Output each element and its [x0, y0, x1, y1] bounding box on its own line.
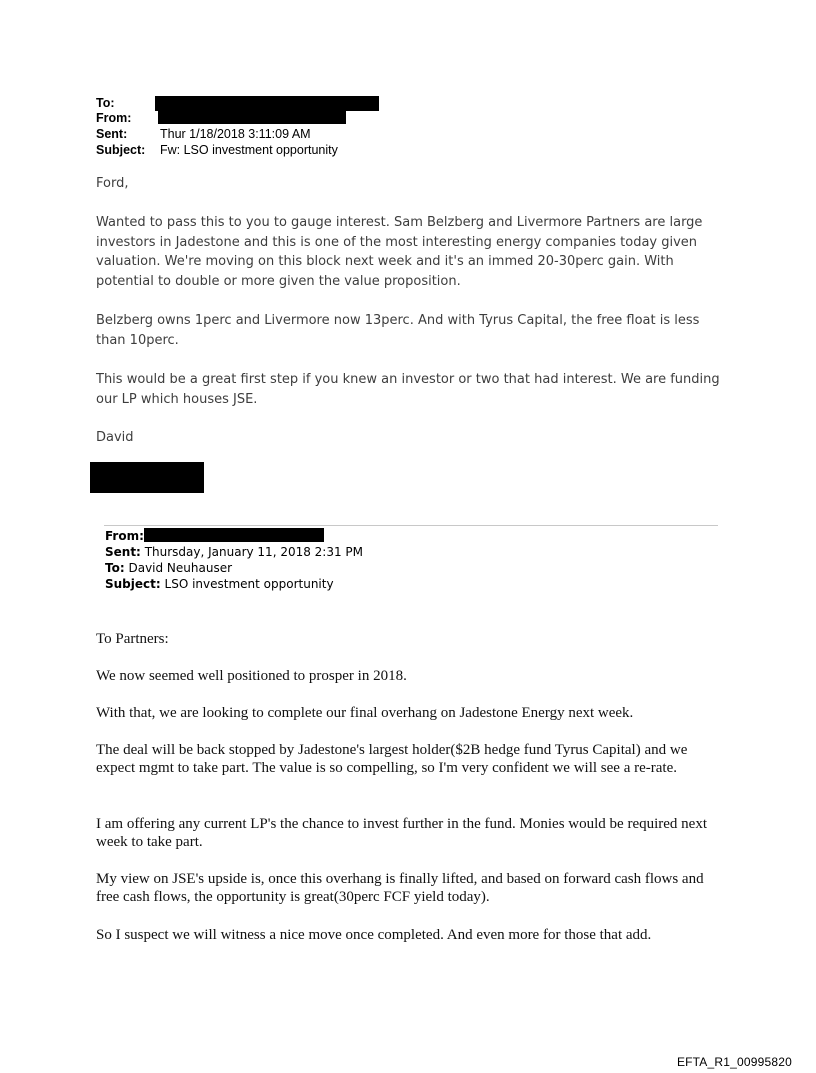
original-paragraph: With that, we are looking to complete our final overhang on Jadestone Energy next week.: [96, 705, 634, 721]
quoted-from-line: [105, 528, 144, 544]
quoted-subject-line: [105, 576, 334, 592]
redaction-signature: [90, 462, 204, 493]
quoted-sent-label: Sent:: [105, 545, 141, 559]
sent-value: Thur 1/18/2018 3:11:09 AM: [160, 127, 311, 141]
quoted-to-label: To:: [105, 561, 125, 575]
forward-greeting: Ford,: [96, 176, 129, 191]
from-label: From:: [96, 111, 132, 125]
forward-signature: David: [96, 430, 134, 445]
quoted-subject-label: Subject:: [105, 577, 161, 591]
document-id: EFTA_R1_00995820: [676, 1055, 792, 1069]
original-paragraph: I am offering any current LP's the chance to invest further in the fund. Monies would be required next week to take part.: [96, 816, 707, 850]
subject-value: Fw: LSO investment opportunity: [160, 143, 338, 157]
original-paragraph: We now seemed well positioned to prosper in 2018.: [96, 668, 407, 684]
redaction-from: [158, 111, 346, 124]
original-salutation: To Partners:: [96, 631, 169, 647]
quoted-sent-line: [105, 544, 363, 560]
redaction-quoted-from: [144, 528, 324, 542]
redaction-to: [155, 96, 379, 111]
forward-paragraph: This would be a great first step if you knew an investor or two that had interest. We are funding our LP which houses JSE.: [96, 372, 720, 407]
to-label: To:: [96, 96, 115, 110]
subject-label: Subject:: [96, 143, 146, 157]
forward-paragraph: Belzberg owns 1perc and Livermore now 13perc. And with Tyrus Capital, the free float is less than 10perc.: [96, 313, 700, 348]
quoted-sent-value: Thursday, January 11, 2018 2:31 PM: [144, 545, 364, 559]
original-paragraph: My view on JSE's upside is, once this overhang is finally lifted, and based on forward cash flows and free cash flows, the opportunity is great(30perc FCF yield today).: [96, 871, 704, 905]
quoted-from-label: From:: [105, 529, 144, 543]
original-paragraph: The deal will be back stopped by Jadestone's largest holder($2B hedge fund Tyrus Capital) and we expect mgmt to take part. The value is so compelling, so I'm very confident we will see a re-rate.: [96, 742, 688, 776]
forward-paragraph: Wanted to pass this to you to gauge interest. Sam Belzberg and Livermore Partners are large investors in Jadestone and this is one of the most interesting energy companies today given valuation. We're moving on this block next week and it's an immed 20-30perc gain. With potential to double or more given the value proposition.: [96, 215, 703, 289]
sent-label: Sent:: [96, 127, 128, 141]
quoted-to-value: David Neuhauser: [128, 561, 233, 575]
quoted-to-line: [105, 560, 232, 576]
quote-divider: [104, 525, 718, 526]
original-paragraph: So I suspect we will witness a nice move once completed. And even more for those that add.: [96, 927, 652, 943]
quoted-subject-value: LSO investment opportunity: [164, 577, 334, 591]
